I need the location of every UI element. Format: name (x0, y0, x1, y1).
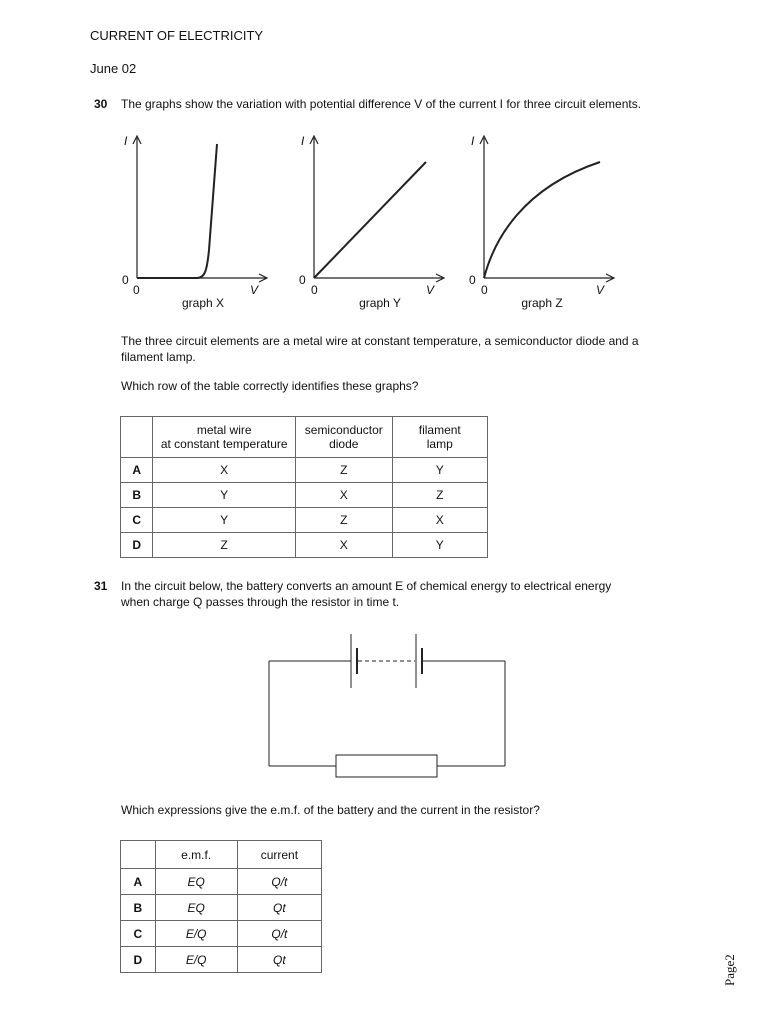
table-cell: Y (392, 458, 487, 483)
graph-x-origin-y: 0 (122, 273, 129, 287)
graph-y-origin-y: 0 (299, 273, 306, 287)
header-current: current (237, 841, 321, 869)
table-cell: EQ (155, 869, 237, 895)
graph-z-origin-x: 0 (481, 283, 488, 297)
table-cell: Q/t (237, 921, 321, 947)
table-row (121, 533, 488, 558)
question-31-prompt: Which expressions give the e.m.f. of the battery and the current in the resistor? (121, 803, 540, 817)
row-label: A (121, 869, 156, 895)
row-label: C (121, 508, 153, 533)
header-line: filament (418, 423, 461, 437)
question-31-line-2: when charge Q passes through the resistor in time t. (121, 595, 400, 609)
table-cell: Qt (237, 895, 321, 921)
graph-x-x-axis-label: V (250, 283, 259, 297)
question-31-table (120, 840, 322, 973)
question-30-table (120, 416, 488, 558)
graph-z-origin-y: 0 (469, 273, 476, 287)
table-row (121, 869, 322, 895)
table-row (121, 458, 488, 483)
table-cell: X (296, 483, 392, 508)
row-label: D (121, 947, 156, 973)
table-row (121, 508, 488, 533)
header-line: diode (329, 437, 359, 451)
graph-z-curve (484, 162, 600, 278)
table-row (121, 921, 322, 947)
table-corner-cell (121, 841, 156, 869)
header-line: semiconductor (304, 423, 383, 437)
table-cell: Z (296, 508, 392, 533)
row-label: C (121, 921, 156, 947)
graph-x-curve (137, 144, 217, 278)
circuit-diagram (260, 626, 515, 781)
graph-z-label: graph Z (521, 296, 563, 310)
row-label: B (121, 895, 156, 921)
session-label: June 02 (90, 61, 137, 76)
header-line: lamp (426, 437, 453, 451)
question-30-paragraph-elements: The three circuit elements are a metal wire at constant temperature, a semiconductor diode and a filament lamp. (121, 334, 639, 364)
table-header-row (121, 841, 322, 869)
question-30-prompt: Which row of the table correctly identifies these graphs? (121, 379, 419, 393)
table-row (121, 483, 488, 508)
table-cell: Z (392, 483, 487, 508)
row-label: D (121, 533, 153, 558)
page-number (714, 944, 744, 1014)
table-cell: E/Q (155, 947, 237, 973)
graph-y-label: graph Y (359, 296, 401, 310)
question-31-line-1: In the circuit below, the battery converts an amount E of chemical energy to electrical energy (121, 579, 612, 593)
table-cell: Z (153, 533, 296, 558)
table-corner-cell (121, 417, 153, 458)
header-line: metal wire (196, 423, 252, 437)
table-cell: Q/t (237, 869, 321, 895)
row-label: B (121, 483, 153, 508)
table-cell: EQ (155, 895, 237, 921)
question-30-text: The graphs show the variation with potential difference V of the current I for three circuit elements. (121, 97, 642, 111)
table-cell: X (296, 533, 392, 558)
graph-y-origin-x: 0 (311, 283, 318, 297)
graph-z-y-axis-label: I (471, 134, 475, 148)
graph-x-origin-x: 0 (133, 283, 140, 297)
graph-y-x-axis-label: V (426, 283, 435, 297)
row-label: A (121, 458, 153, 483)
graph-y-y-axis-label: I (301, 134, 305, 148)
header-line: at constant temperature (160, 437, 288, 451)
graph-y (292, 130, 457, 295)
header-filament-lamp (392, 417, 487, 458)
graph-z (462, 130, 627, 295)
table-cell: Qt (237, 947, 321, 973)
table-cell: Y (153, 508, 296, 533)
battery (351, 634, 422, 688)
table-cell: Y (153, 483, 296, 508)
table-cell: X (392, 508, 487, 533)
table-row (121, 895, 322, 921)
table-cell: Y (392, 533, 487, 558)
question-31-number: 31 (94, 579, 108, 593)
graph-y-line (314, 162, 426, 278)
header-emf: e.m.f. (155, 841, 237, 869)
graph-x (115, 130, 280, 295)
question-30-number: 30 (94, 97, 108, 111)
table-cell: E/Q (155, 921, 237, 947)
header-metal-wire (153, 417, 296, 458)
table-header-row (121, 417, 488, 458)
topic-heading: CURRENT OF ELECTRICITY (90, 28, 264, 43)
header-semiconductor-diode (296, 417, 392, 458)
page-label: Page2 (722, 954, 737, 986)
graph-z-x-axis-label: V (596, 283, 605, 297)
table-cell: X (153, 458, 296, 483)
graph-x-label: graph X (181, 296, 225, 310)
graph-x-y-axis-label: I (124, 134, 128, 148)
table-cell: Z (296, 458, 392, 483)
table-row (121, 947, 322, 973)
resistor (336, 755, 437, 777)
